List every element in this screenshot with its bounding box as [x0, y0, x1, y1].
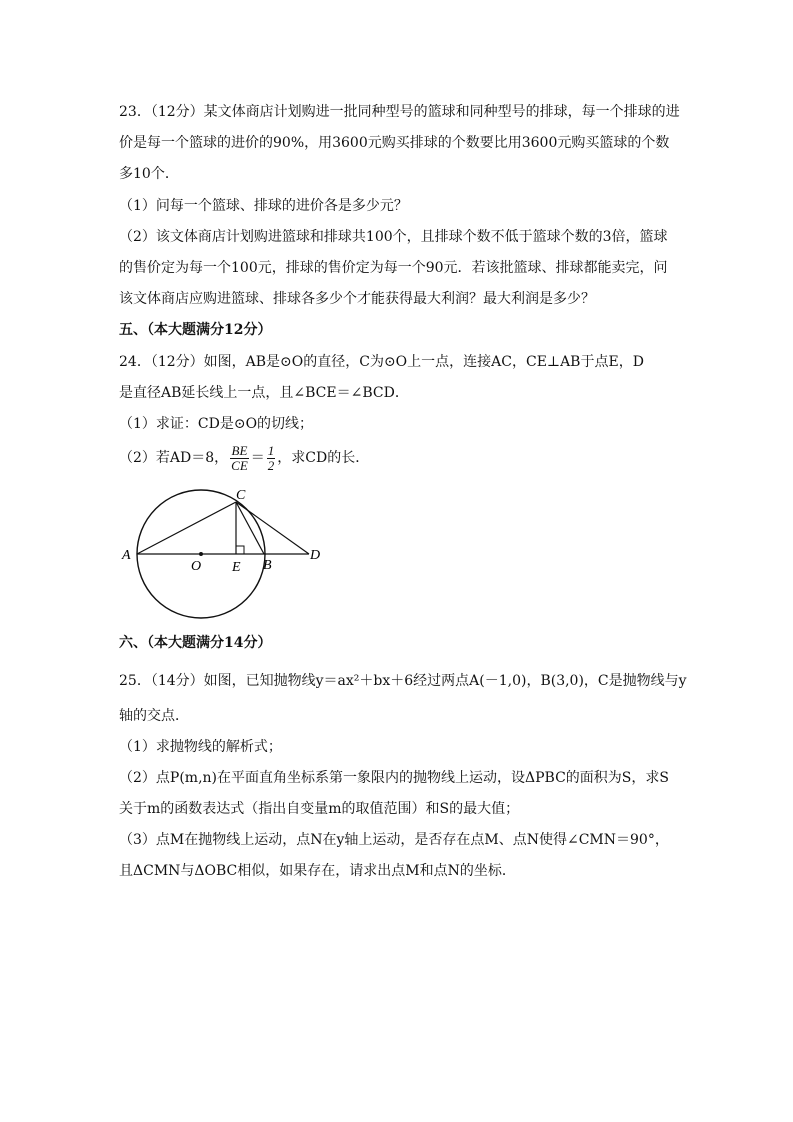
q24-part-2-post: ，求CD的长．	[277, 450, 370, 466]
q24-line-1: 24．（12分）如图，AB是⊙O的直径，C为⊙O上一点，连接AC，CE⊥AB于点E，D	[119, 354, 644, 370]
q24-part-2-pre: （2）若AD＝8，	[119, 450, 229, 466]
q23-line-2: 价是每一个篮球的进价的90%，用3600元购买排球的个数要比用3600元购买篮球的个数	[119, 135, 670, 151]
section-6-heading: 六、（本大题满分14分）	[119, 635, 272, 651]
center-point-o	[199, 552, 203, 556]
q25-part-1: （1）求抛物线的解析式；	[119, 739, 282, 755]
circle-tangent-figure	[119, 485, 329, 620]
section-5-heading: 五、（本大题满分12分）	[119, 322, 272, 338]
right-angle-mark	[236, 546, 244, 554]
q24-part-2	[119, 441, 369, 475]
q23-part-2b: 的售价定为每一个100元，排球的售价定为每一个90元．若该批篮球、排球都能卖完，问	[119, 260, 668, 276]
frac-numerator: 1	[267, 442, 275, 458]
line-cd	[236, 502, 309, 554]
q23-line-3: 多10个．	[119, 166, 179, 182]
q25-line-2: 轴的交点．	[119, 708, 189, 724]
q23-part-2c: 该文体商店应购进篮球、排球各多少个才能获得最大利润？最大利润是多少？	[119, 291, 595, 307]
q25-part-3a: （3）点M在抛物线上运动，点N在y轴上运动，是否存在点M、点N使得∠CMN＝90°，	[119, 832, 669, 848]
q25-part-2a: （2）点P(m,n)在平面直角坐标系第一象限内的抛物线上运动，设ΔPBC的面积为S，求S	[119, 770, 669, 786]
frac-denominator: CE	[231, 457, 248, 473]
line-ac	[137, 502, 236, 554]
label-a: A	[122, 548, 131, 563]
label-b: B	[263, 558, 272, 573]
q23-part-1: （1）问每一个篮球、排球的进价各是多少元？	[119, 198, 408, 214]
frac-denominator: 2	[267, 457, 275, 473]
q23-part-2a: （2）该文体商店计划购进篮球和排球共100个，且排球个数不低于篮球个数的3倍，篮球	[119, 229, 668, 245]
label-c: C	[236, 488, 246, 503]
q25-part-2b: 关于m的函数表达式（指出自变量m的取值范围）和S的最大值；	[119, 801, 520, 817]
label-e: E	[232, 560, 241, 575]
label-d: D	[310, 548, 321, 563]
equals-sign: ＝	[250, 450, 265, 466]
q24-line-2: 是直径AB延长线上一点，且∠BCE＝∠BCD．	[119, 385, 409, 401]
q25-line-1: 25．（14分）如图，已知抛物线y＝ax²＋bx＋6经过两点A(－1,0)，B(3,0)，C是抛物线与y	[119, 673, 687, 689]
q25-part-3b: 且ΔCMN与ΔOBC相似，如果存在，请求出点M和点N的坐标．	[119, 863, 516, 879]
q23-line-1: 23．（12分）某文体商店计划购进一批同种型号的篮球和同种型号的排球，每一个排球的进	[119, 104, 680, 120]
frac-numerator: BE	[231, 442, 248, 458]
fraction-be-ce	[230, 444, 249, 473]
q24-part-1: （1）求证：CD是⊙O的切线；	[119, 416, 314, 432]
label-o: O	[191, 559, 202, 574]
fraction-one-half	[267, 444, 276, 473]
